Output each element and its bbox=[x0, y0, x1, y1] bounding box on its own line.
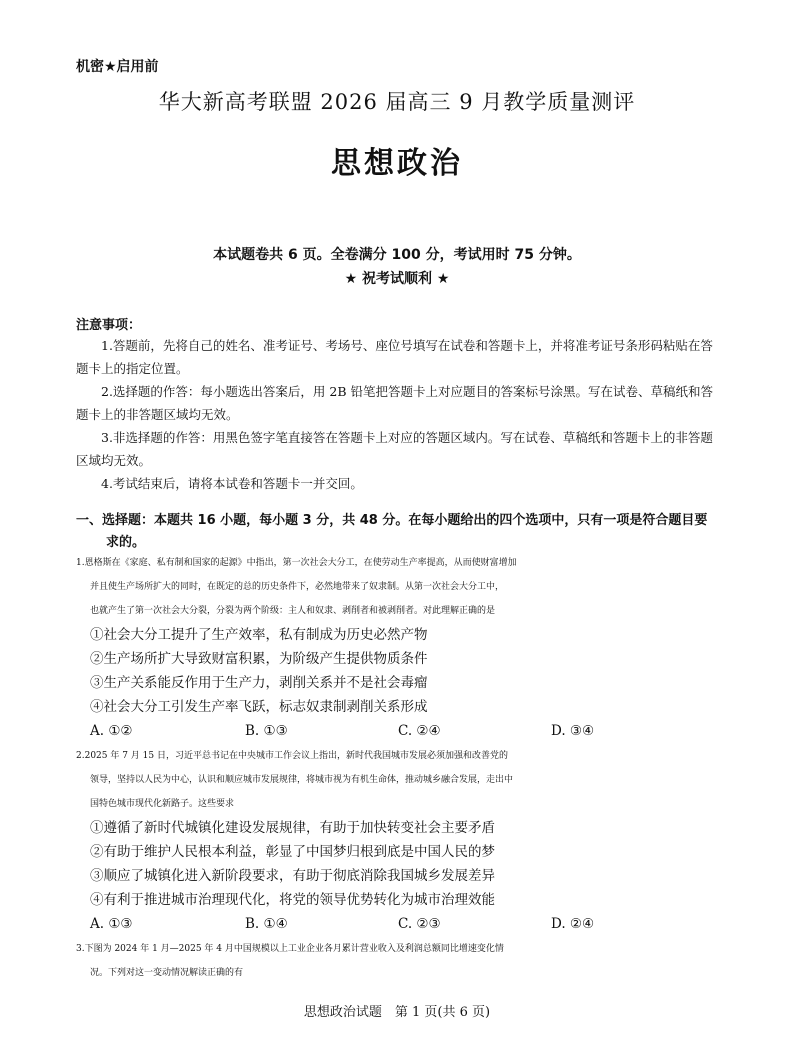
section-heading-line: 一、选择题：本题共 16 小题，每小题 3 分，共 48 分。在每小题给出的四个选项中，只有一项是符合题目要 bbox=[76, 513, 708, 528]
question-2-option: ①遵循了新时代城镇化建设发展规律，有助于加快转变社会主要矛盾 bbox=[90, 820, 495, 836]
exam-title: 华大新高考联盟 2026 届高三 9 月教学质量测评 bbox=[158, 90, 636, 114]
question-2-option: ②有助于维护人民根本利益，彰显了中国梦归根到底是中国人民的梦 bbox=[90, 844, 495, 860]
section-heading bbox=[76, 510, 726, 554]
choice-b: B. ①④ bbox=[245, 916, 288, 932]
question-1-option: ②生产场所扩大导致财富积累，为阶级产生提供物质条件 bbox=[90, 651, 428, 667]
question-1-stem: 1.恩格斯在《家庭、私有制和国家的起源》中指出，第一次社会大分工，在使劳动生产率提高，从而使财富增加 bbox=[76, 558, 517, 568]
question-2-option: ③顺应了城镇化进入新阶段要求，有助于彻底消除我国城乡发展差异 bbox=[90, 868, 495, 884]
confidential-label: 机密★启用前 bbox=[76, 59, 159, 75]
choice-c: C. ②③ bbox=[398, 916, 441, 932]
choice-a: A. ①③ bbox=[90, 916, 133, 932]
question-1-choices bbox=[90, 720, 690, 742]
question-1-option: ③生产关系能反作用于生产力，剥削关系并不是社会毒瘤 bbox=[90, 675, 428, 691]
notice-item: 3.非选择题的作答：用黑色签字笔直接答在答题卡上对应的答题区域内。写在试卷、草稿纸和答题卡上的非答题区域均无效。 bbox=[76, 430, 713, 468]
choice-d: D. ③④ bbox=[551, 723, 595, 739]
question-1-option: ①社会大分工提升了生产效率，私有制成为历史必然产物 bbox=[90, 627, 428, 643]
question-2-stem: 2.2025 年 7 月 15 日，习近平总书记在中央城市工作会议上指出，新时代我国城市发展必须加强和改善党的 bbox=[76, 751, 508, 761]
section-heading-line: 求的。 bbox=[106, 535, 146, 550]
notice-item: 1.答题前，先将自己的姓名、准考证号、考场号、座位号填写在试卷和答题卡上，并将准考证号条形码粘贴在答题卡上的指定位置。 bbox=[76, 338, 713, 376]
choice-b: B. ①③ bbox=[245, 723, 288, 739]
question-3-stem: 况。下列对这一变动情况解读正确的有 bbox=[90, 968, 244, 978]
exam-info: 本试题卷共 6 页。全卷满分 100 分，考试用时 75 分钟。 bbox=[213, 247, 581, 263]
notice-title: 注意事项： bbox=[76, 318, 142, 333]
question-1-stem: 并且使生产场所扩大的同时，在既定的总的历史条件下，必然地带来了奴隶制。从第一次社会大分工中， bbox=[90, 582, 505, 592]
question-1-stem: 也就产生了第一次社会大分裂，分裂为两个阶级：主人和奴隶、剥削者和被剥削者。对此理解正确的是 bbox=[90, 606, 496, 616]
page-footer: 思想政治试题 第 1 页(共 6 页) bbox=[303, 1005, 491, 1020]
choice-a: A. ①② bbox=[90, 723, 133, 739]
question-2-option: ④有利于推进城市治理现代化，将党的领导优势转化为城市治理效能 bbox=[90, 892, 495, 908]
question-1-option: ④社会大分工引发生产率飞跃，标志奴隶制剥削关系形成 bbox=[90, 699, 428, 715]
subject-title: 思想政治 bbox=[331, 146, 463, 181]
choice-c: C. ②④ bbox=[398, 723, 441, 739]
choice-d: D. ②④ bbox=[551, 916, 595, 932]
notice-item: 4.考试结束后，请将本试卷和答题卡一并交回。 bbox=[101, 476, 363, 491]
question-2-choices bbox=[90, 913, 690, 935]
question-2-stem: 国特色城市现代化新路子。这些要求 bbox=[90, 799, 235, 809]
question-2-stem: 领导，坚持以人民为中心，认识和顺应城市发展规律，将城市视为有机生命体，推动城乡融合发展，走出中 bbox=[90, 775, 514, 785]
question-3-stem: 3.下图为 2024 年 1 月—2025 年 4 月中国规模以上工业企业各月累计营业收入及利润总额同比增速变化情 bbox=[76, 944, 504, 954]
notice-item: 2.选择题的作答：每小题选出答案后，用 2B 铅笔把答题卡上对应题目的答案标号涂黑。写在试卷、草稿纸和答题卡上的非答题区域均无效。 bbox=[76, 384, 714, 422]
good-luck-line: ★ 祝考试顺利 ★ bbox=[344, 271, 450, 287]
